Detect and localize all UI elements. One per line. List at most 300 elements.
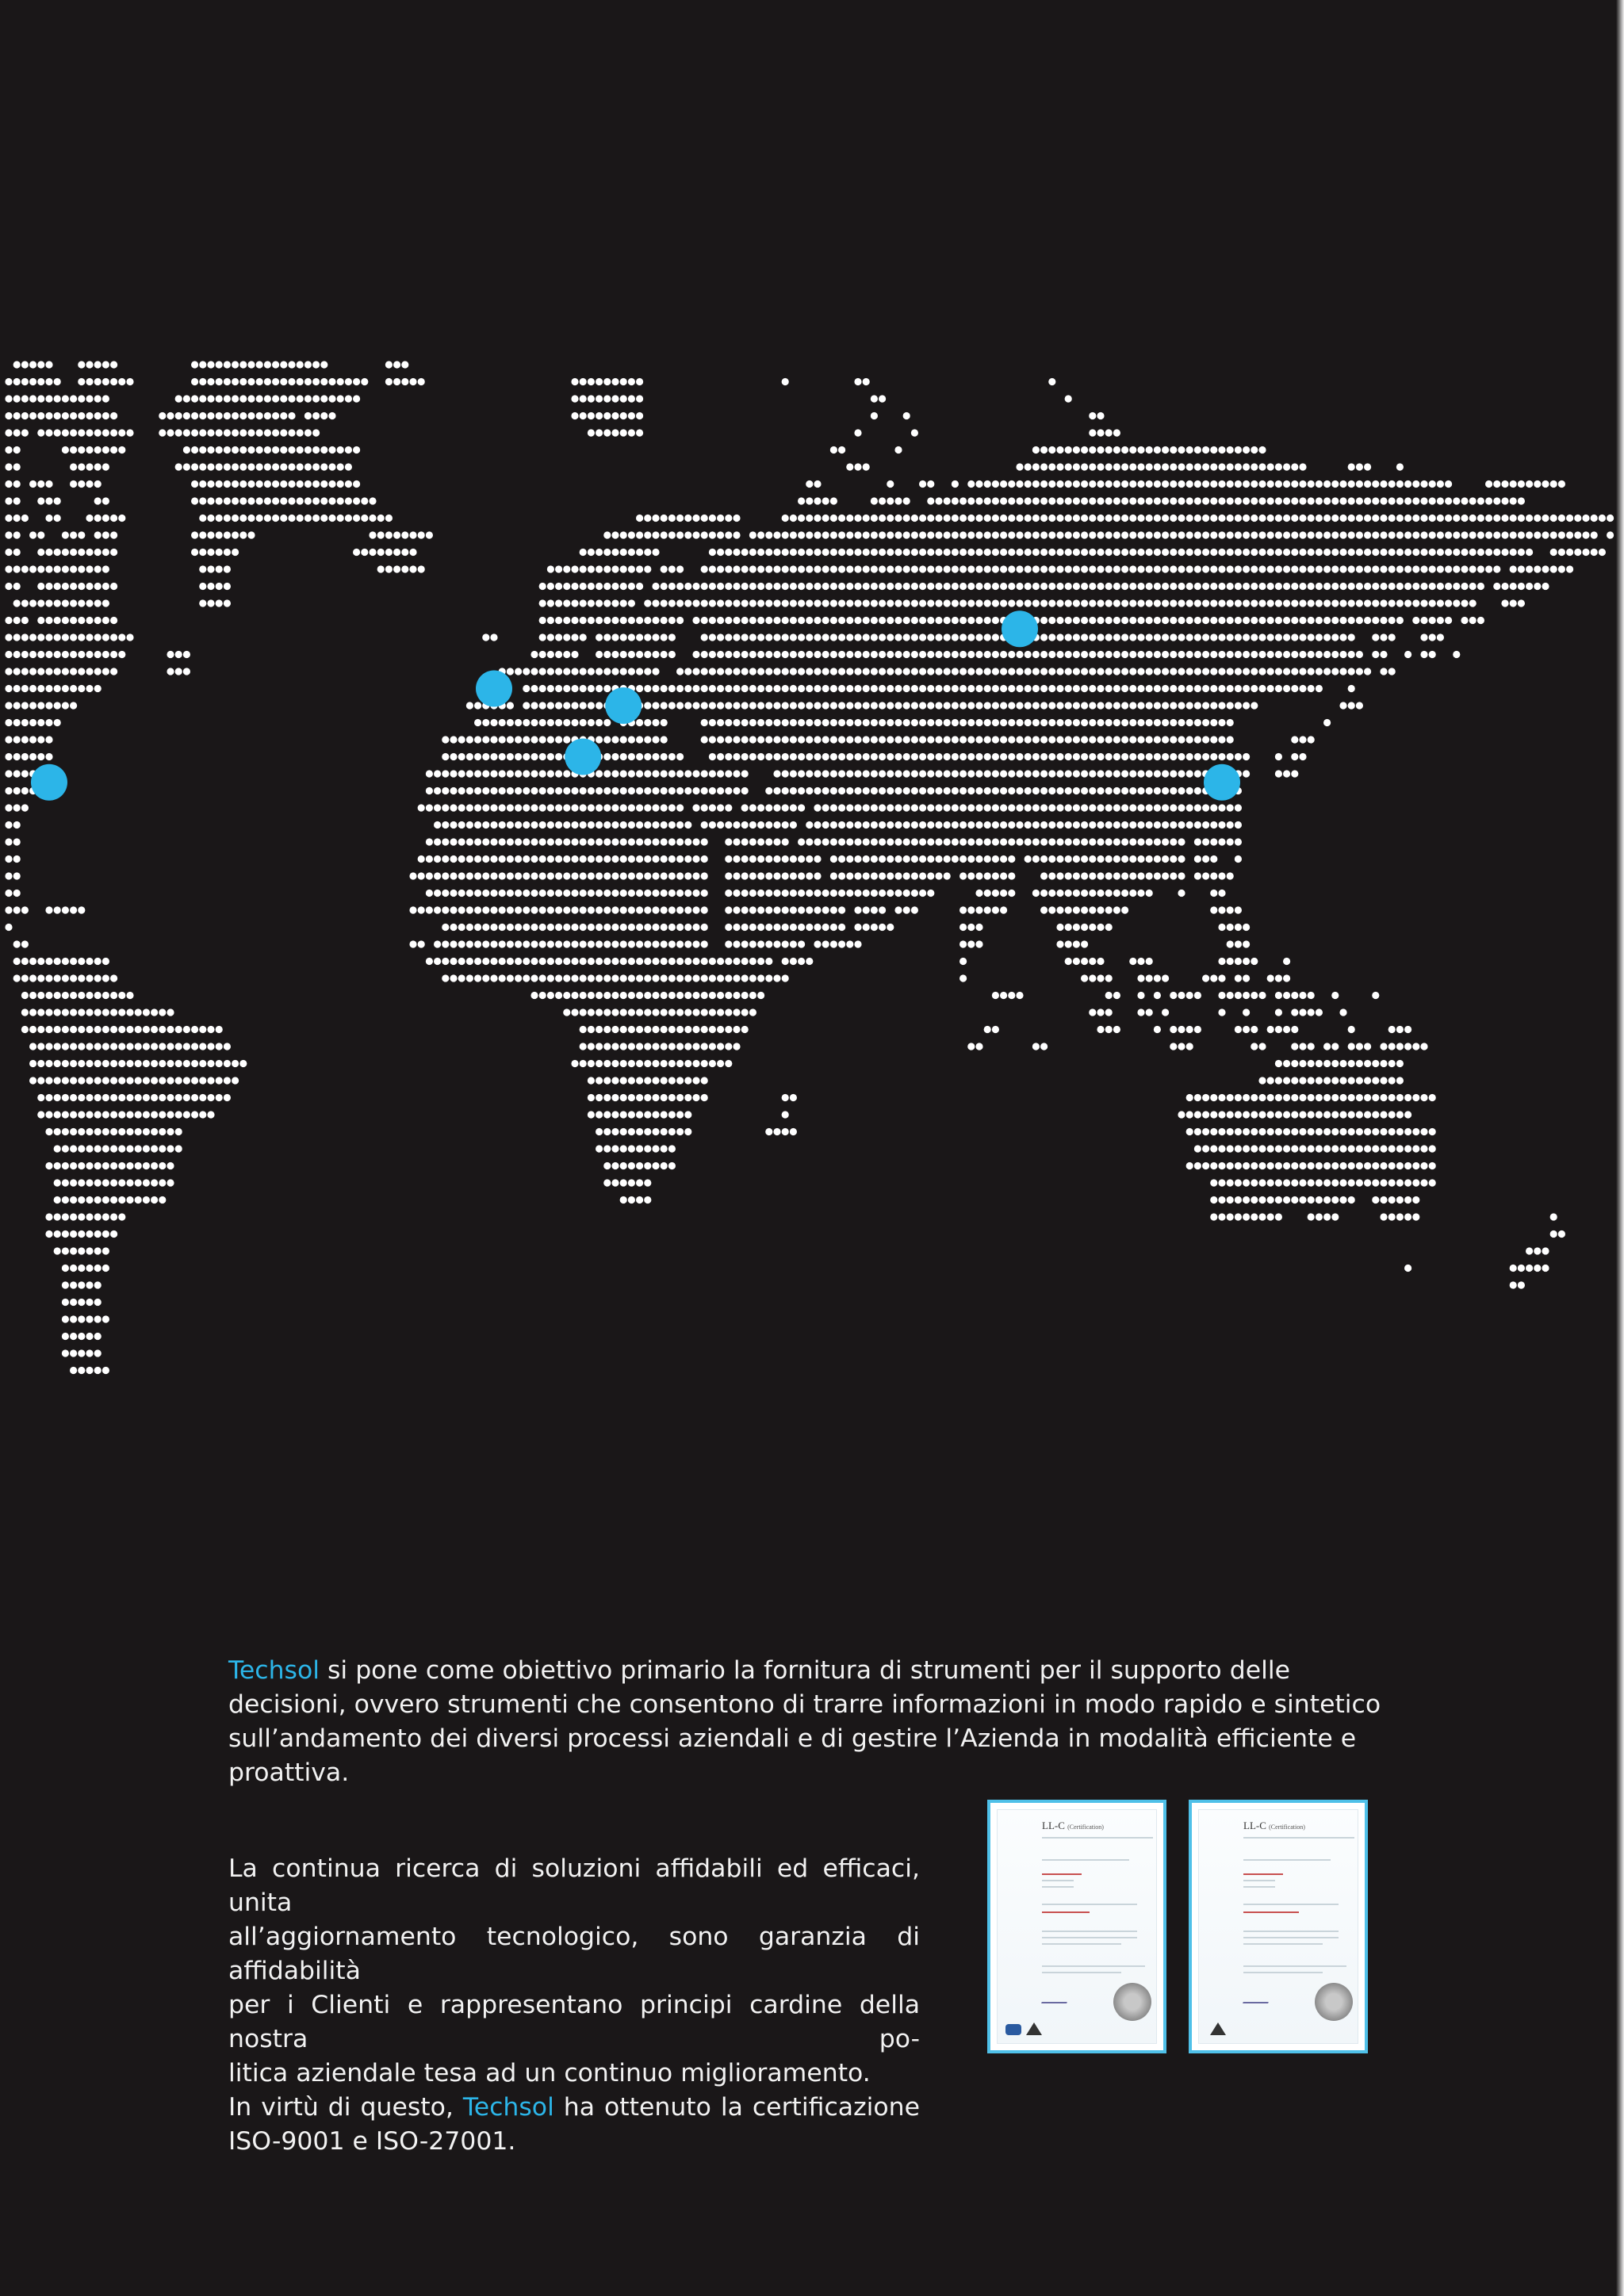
- map-dot: [1235, 446, 1242, 453]
- map-dot: [1251, 497, 1258, 504]
- map-dot: [975, 633, 982, 641]
- map-dot: [830, 719, 837, 726]
- map-dot: [603, 1094, 611, 1101]
- map-dot: [1154, 702, 1161, 709]
- map-dot: [70, 1265, 77, 1272]
- map-dot: [54, 1230, 61, 1238]
- map-dot: [741, 838, 749, 845]
- map-dot: [620, 565, 627, 572]
- map-dot: [798, 583, 805, 590]
- map-dot: [1129, 702, 1136, 709]
- map-dot: [547, 685, 554, 692]
- map-dot: [927, 617, 934, 624]
- map-dot: [507, 958, 514, 965]
- map-dot: [1194, 599, 1201, 607]
- map-dot: [1186, 685, 1193, 692]
- map-dot: [1542, 515, 1549, 522]
- map-dot: [1299, 1111, 1306, 1118]
- map-dot: [717, 974, 724, 982]
- map-dot: [871, 685, 878, 692]
- map-dot: [580, 855, 587, 863]
- map-dot: [1032, 599, 1040, 607]
- map-dot: [1243, 515, 1250, 522]
- map-dot: [216, 1094, 223, 1101]
- map-dot: [70, 702, 77, 709]
- map-dot: [1065, 633, 1072, 641]
- map-dot: [1388, 480, 1396, 488]
- map-dot: [1380, 531, 1387, 538]
- map-dot: [361, 549, 368, 556]
- map-dot: [499, 924, 506, 931]
- map-dot: [644, 565, 651, 572]
- map-dot: [337, 515, 344, 522]
- map-dot: [1008, 702, 1015, 709]
- map-dot: [70, 1008, 77, 1016]
- map-dot: [1275, 685, 1282, 692]
- map-dot: [312, 497, 320, 504]
- map-dot: [1396, 1179, 1404, 1186]
- map-dot: [935, 872, 942, 879]
- map-dot: [1542, 480, 1549, 488]
- map-dot: [814, 719, 821, 726]
- map-dot: [216, 361, 223, 368]
- map-dot: [1316, 1213, 1323, 1220]
- map-dot: [1097, 583, 1104, 590]
- map-dot: [806, 668, 813, 675]
- map-dot: [1348, 617, 1355, 624]
- map-dot: [102, 1008, 109, 1016]
- certificate-text-line: [1042, 1880, 1074, 1881]
- map-dot: [894, 804, 902, 811]
- map-dot: [507, 838, 514, 845]
- map-dot: [401, 378, 408, 385]
- map-dot: [1186, 515, 1193, 522]
- map-dot: [636, 668, 643, 675]
- map-dot: [652, 838, 659, 845]
- map-dot: [1283, 958, 1290, 965]
- map-dot: [1364, 1060, 1371, 1067]
- map-dot: [1275, 565, 1282, 572]
- map-dot: [1356, 1162, 1363, 1169]
- map-dot: [320, 361, 327, 368]
- map-dot: [620, 633, 627, 641]
- map-dot: [822, 719, 829, 726]
- map-dot: [709, 1043, 716, 1050]
- map-dot: [1105, 804, 1113, 811]
- map-dot: [1186, 753, 1193, 760]
- map-dot: [328, 378, 335, 385]
- map-dot: [1089, 838, 1096, 845]
- map-dot: [54, 515, 61, 522]
- map-dot: [668, 651, 676, 658]
- map-dot: [684, 685, 691, 692]
- map-dot: [1412, 1162, 1419, 1169]
- map-dot: [1154, 651, 1161, 658]
- map-dot: [507, 872, 514, 879]
- map-dot: [741, 719, 749, 726]
- map-dot: [1170, 770, 1177, 777]
- map-dot: [1129, 855, 1136, 863]
- map-dot: [668, 924, 676, 931]
- map-dot: [151, 1008, 158, 1016]
- certificate-text-line: [1243, 1886, 1275, 1888]
- map-dot: [555, 685, 562, 692]
- map-dot: [814, 838, 821, 845]
- map-dot: [887, 702, 894, 709]
- map-dot: [1186, 480, 1193, 488]
- map-dot: [377, 549, 385, 556]
- map-dot: [539, 651, 546, 658]
- map-dot: [1227, 958, 1234, 965]
- map-dot: [409, 940, 416, 947]
- map-dot: [911, 583, 918, 590]
- map-dot: [596, 770, 603, 777]
- map-dot: [1291, 1162, 1298, 1169]
- map-dot: [709, 753, 716, 760]
- map-dot: [5, 855, 12, 863]
- map-dot: [21, 753, 29, 760]
- map-dot: [1461, 497, 1468, 504]
- map-dot: [603, 378, 611, 385]
- intro-paragraph: [228, 1654, 1399, 1790]
- map-dot: [191, 1077, 198, 1084]
- map-dot: [1243, 599, 1250, 607]
- map-dot: [13, 497, 21, 504]
- map-dot: [636, 890, 643, 897]
- map-dot: [709, 651, 716, 658]
- map-dot: [984, 617, 991, 624]
- map-dot: [1186, 787, 1193, 794]
- map-dot: [846, 736, 853, 743]
- map-dot: [1146, 668, 1153, 675]
- map-dot: [611, 1162, 619, 1169]
- map-dot: [661, 1111, 668, 1118]
- map-dot: [1485, 565, 1492, 572]
- map-dot: [903, 497, 910, 504]
- map-dot: [1081, 958, 1088, 965]
- map-dot: [62, 1008, 69, 1016]
- map-dot: [757, 821, 764, 828]
- map-dot: [1056, 855, 1063, 863]
- map-dot: [628, 924, 635, 931]
- cert-line-4: litica aziendale tesa ad un continuo miglioramento.: [228, 2059, 871, 2087]
- map-dot: [798, 685, 805, 692]
- map-dot: [37, 429, 44, 436]
- map-dot: [1000, 770, 1007, 777]
- map-dot: [652, 1077, 659, 1084]
- map-dot: [846, 617, 853, 624]
- map-dot: [94, 1128, 102, 1135]
- map-dot: [1129, 753, 1136, 760]
- map-dot: [320, 463, 327, 470]
- map-dot: [199, 515, 206, 522]
- map-dot: [1235, 617, 1242, 624]
- map-dot: [555, 583, 562, 590]
- map-dot: [1056, 668, 1063, 675]
- map-dot: [272, 463, 279, 470]
- map-dot: [692, 906, 699, 913]
- map-dot: [563, 736, 570, 743]
- map-dot: [636, 992, 643, 999]
- map-dot: [62, 906, 69, 913]
- map-dot: [1032, 531, 1040, 538]
- map-dot: [911, 719, 918, 726]
- map-dot: [86, 1008, 93, 1016]
- map-dot: [790, 702, 797, 709]
- map-dot: [1356, 702, 1363, 709]
- map-dot: [692, 770, 699, 777]
- map-dot: [611, 1008, 619, 1016]
- map-dot: [1000, 821, 1007, 828]
- map-dot: [1178, 787, 1185, 794]
- map-dot: [798, 838, 805, 845]
- map-dot: [1331, 1060, 1339, 1067]
- map-dot: [1048, 378, 1055, 385]
- map-dot: [539, 924, 546, 931]
- map-dot: [418, 804, 425, 811]
- map-dot: [45, 958, 52, 965]
- map-dot: [975, 753, 982, 760]
- map-dot: [45, 497, 52, 504]
- map-dot: [944, 702, 951, 709]
- map-dot: [1275, 617, 1282, 624]
- map-dot: [1065, 446, 1072, 453]
- map-dot: [102, 1367, 109, 1374]
- map-dot: [70, 1230, 77, 1238]
- map-dot: [668, 787, 676, 794]
- map-dot: [661, 1145, 668, 1152]
- map-dot: [588, 1008, 595, 1016]
- map-dot: [668, 1026, 676, 1033]
- map-dot: [984, 633, 991, 641]
- map-dot: [78, 531, 85, 538]
- map-dot: [450, 838, 457, 845]
- map-dot: [903, 804, 910, 811]
- map-dot: [1364, 1128, 1371, 1135]
- map-dot: [1429, 1179, 1436, 1186]
- map-dot: [45, 1128, 52, 1135]
- map-dot: [725, 838, 732, 845]
- map-dot: [426, 770, 433, 777]
- map-dot: [580, 872, 587, 879]
- map-dot: [54, 633, 61, 641]
- map-dot: [676, 617, 684, 624]
- map-dot: [1461, 599, 1468, 607]
- map-dot: [1065, 480, 1072, 488]
- map-dot: [1056, 736, 1063, 743]
- map-dot: [507, 940, 514, 947]
- map-dot: [523, 668, 530, 675]
- map-dot: [1000, 804, 1007, 811]
- map-dot: [838, 668, 845, 675]
- map-dot: [555, 753, 562, 760]
- map-dot: [628, 412, 635, 419]
- map-dot: [1129, 872, 1136, 879]
- certificate-logo: LL-C (Certification): [1042, 1820, 1104, 1831]
- map-dot: [992, 838, 999, 845]
- map-dot: [790, 890, 797, 897]
- map-dot: [1339, 1008, 1346, 1016]
- map-dot: [854, 617, 861, 624]
- map-dot: [765, 872, 772, 879]
- map-dot: [967, 702, 975, 709]
- map-dot: [1323, 1111, 1331, 1118]
- map-dot: [1048, 480, 1055, 488]
- map-dot: [628, 1077, 635, 1084]
- map-dot: [272, 497, 279, 504]
- map-dot: [1129, 583, 1136, 590]
- map-dot: [676, 1111, 684, 1118]
- map-dot: [935, 583, 942, 590]
- map-dot: [1420, 1043, 1427, 1050]
- map-dot: [1243, 770, 1250, 777]
- map-dot: [54, 1043, 61, 1050]
- map-dot: [5, 702, 12, 709]
- map-dot: [644, 1145, 651, 1152]
- map-dot: [1194, 702, 1201, 709]
- map-dot: [894, 617, 902, 624]
- map-dot: [1258, 1179, 1266, 1186]
- map-dot: [328, 480, 335, 488]
- map-dot: [1291, 549, 1298, 556]
- map-dot: [871, 770, 878, 777]
- map-dot: [1040, 855, 1048, 863]
- map-dot: [1316, 531, 1323, 538]
- map-dot: [773, 549, 780, 556]
- map-dot: [765, 651, 772, 658]
- map-dot: [790, 770, 797, 777]
- map-dot: [1218, 804, 1225, 811]
- map-dot: [1323, 651, 1331, 658]
- map-dot: [1218, 702, 1225, 709]
- map-dot: [1258, 515, 1266, 522]
- map-dot: [1388, 549, 1396, 556]
- map-dot: [992, 531, 999, 538]
- map-dot: [596, 702, 603, 709]
- map-dot: [216, 531, 223, 538]
- map-dot: [611, 1026, 619, 1033]
- map-dot: [94, 1196, 102, 1203]
- map-dot: [1032, 565, 1040, 572]
- map-dot: [588, 565, 595, 572]
- map-dot: [580, 565, 587, 572]
- map-dot: [21, 651, 29, 658]
- map-dot: [1227, 1179, 1234, 1186]
- map-dot: [264, 446, 271, 453]
- map-dot: [701, 565, 708, 572]
- map-dot: [126, 992, 133, 999]
- map-dot: [596, 804, 603, 811]
- map-dot: [749, 531, 756, 538]
- map-dot: [304, 497, 312, 504]
- map-dot: [563, 583, 570, 590]
- map-dot: [1372, 1077, 1379, 1084]
- map-dot: [143, 1026, 150, 1033]
- map-dot: [611, 583, 619, 590]
- map-dot: [1073, 583, 1080, 590]
- map-dot: [1267, 515, 1274, 522]
- map-dot: [466, 770, 473, 777]
- map-dot: [1065, 497, 1072, 504]
- map-dot: [1275, 1111, 1282, 1118]
- map-dot: [1065, 736, 1072, 743]
- map-dot: [1073, 702, 1080, 709]
- map-dot: [1429, 1094, 1436, 1101]
- map-dot: [814, 515, 821, 522]
- map-dot: [846, 531, 853, 538]
- map-dot: [37, 361, 44, 368]
- map-dot: [247, 361, 255, 368]
- map-dot: [62, 1349, 69, 1357]
- map-dot: [1210, 1094, 1217, 1101]
- map-dot: [1364, 463, 1371, 470]
- map-dot: [442, 906, 449, 913]
- map-dot: [45, 992, 52, 999]
- map-dot: [523, 958, 530, 965]
- map-dot: [1202, 753, 1209, 760]
- map-dot: [102, 1179, 109, 1186]
- map-dot: [1121, 770, 1128, 777]
- map-dot: [94, 515, 102, 522]
- map-dot: [167, 1111, 174, 1118]
- map-dot: [45, 565, 52, 572]
- map-dot: [94, 583, 102, 590]
- map-dot: [596, 958, 603, 965]
- map-dot: [588, 838, 595, 845]
- map-dot: [952, 480, 959, 488]
- map-dot: [1420, 633, 1427, 641]
- map-dot: [70, 1333, 77, 1340]
- map-dot: [1339, 1094, 1346, 1101]
- map-dot: [418, 565, 425, 572]
- map-dot: [499, 890, 506, 897]
- map-dot: [1267, 1077, 1274, 1084]
- map-dot: [102, 378, 109, 385]
- map-dot: [1129, 770, 1136, 777]
- map-dot: [1089, 463, 1096, 470]
- map-dot: [353, 395, 360, 402]
- map-dot: [894, 770, 902, 777]
- map-dot: [1299, 599, 1306, 607]
- map-dot: [773, 770, 780, 777]
- map-dot: [814, 531, 821, 538]
- map-dot: [1000, 685, 1007, 692]
- map-dot: [199, 1111, 206, 1118]
- map-dot: [603, 395, 611, 402]
- map-dot: [1243, 463, 1250, 470]
- map-dot: [264, 463, 271, 470]
- map-dot: [822, 804, 829, 811]
- map-dot: [709, 599, 716, 607]
- map-dot: [45, 1026, 52, 1033]
- map-dot: [466, 821, 473, 828]
- map-dot: [1243, 992, 1250, 999]
- map-dot: [175, 1094, 182, 1101]
- map-dot: [1218, 446, 1225, 453]
- map-dot: [1146, 463, 1153, 470]
- map-dot: [1542, 565, 1549, 572]
- map-dot: [1105, 668, 1113, 675]
- map-dot: [701, 1094, 708, 1101]
- map-dot: [603, 906, 611, 913]
- map-dot: [1210, 497, 1217, 504]
- map-dot: [1016, 838, 1023, 845]
- map-dot: [952, 685, 959, 692]
- map-dot: [765, 685, 772, 692]
- map-dot: [822, 531, 829, 538]
- map-dot: [1356, 463, 1363, 470]
- map-dot: [1040, 804, 1048, 811]
